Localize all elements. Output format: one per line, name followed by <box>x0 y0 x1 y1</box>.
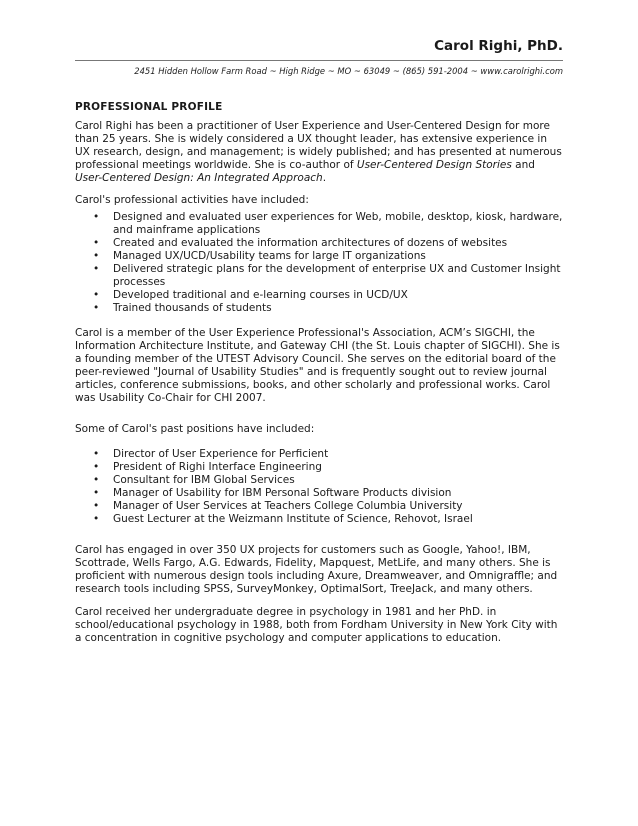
education-paragraph: Carol received her undergraduate degree in psychology in 1981 and her PhD. in school/educational psychology in 1988, both from Fordham University in New York City with a concentration in cognitive psychology and computer applications to education. <box>75 606 558 644</box>
membership-paragraph: Carol is a member of the User Experience Professional's Association, ACM’s SIGCHI, the Information Architecture Institute, and Gateway CHI (the St. Louis chapter of SIGCHI). She is a founding member of the UTEST Advisory Council. She serves on the editorial board of the peer-reviewed "Journal of Usability Studies" and is frequently sought out to review journal articles, conference submissions, books, and other scholarly and professional works. Carol was Usability Co-Chair for CHI 2007. <box>75 327 560 404</box>
positions-lead: Some of Carol's past positions have included: <box>75 423 315 435</box>
bullet: • <box>93 500 100 512</box>
list-item: • Delivered strategic plans for the development of enterprise UX and Customer Insight processes <box>93 263 561 288</box>
contact-line: 2451 Hidden Hollow Farm Road ~ High Ridge ~ MO ~ 63049 ~ (865) 591-2004 ~ www.carolrighi.com <box>134 66 563 76</box>
bullet: • <box>93 237 100 249</box>
bullet: • <box>93 302 100 314</box>
profile-section <box>75 101 563 654</box>
list-item: • Consultant for IBM Global Services <box>93 474 295 486</box>
bullet: • <box>93 289 100 301</box>
candidate-name: Carol Righi, PhD. <box>434 38 563 54</box>
list-item: • Trained thousands of students <box>93 302 272 314</box>
header-rule <box>75 60 563 61</box>
list-item: • Manager of User Services at Teachers College Columbia University <box>93 500 463 512</box>
intro-text: Carol Righi has been a practitioner of User Experience and User-Centered Design for more than 25 years. She is widely considered a UX thought leader, has extensive experience in UX research, design, and management; is widely published; and has presented at numerous professional meetings worldwide. She is co-author of <box>75 120 562 171</box>
projects-paragraph: Carol has engaged in over 350 UX projects for customers such as Google, Yahoo!, IBM, Scottrade, Wells Fargo, A.G. Edwards, Fidelity, Mapquest, MetLife, and many others. She is proficient with numerous design tools including Axure, Dreamweaver, and Omnigraffle; and research tools including SPSS, SurveyMonkey, OptimalSort, TreeJack, and many others. <box>75 544 558 595</box>
section-heading: PROFESSIONAL PROFILE <box>75 101 223 113</box>
list-item: • Manager of Usability for IBM Personal Software Products division <box>93 487 452 499</box>
list-item: • Designed and evaluated user experiences for Web, mobile, desktop, kiosk, hardware, and mainframe applications <box>93 211 563 236</box>
intro-paragraph <box>75 120 563 185</box>
intro-end: . <box>322 172 327 184</box>
bullet: • <box>93 250 100 262</box>
activities-list <box>75 211 563 315</box>
bullet: • <box>93 263 100 275</box>
list-item: • Guest Lecturer at the Weizmann Institute of Science, Rehovot, Israel <box>93 513 473 525</box>
intro-conjunction: and <box>511 159 535 171</box>
list-item: • Developed traditional and e-learning courses in UCD/UX <box>93 289 408 301</box>
book-title: User-Centered Design: An Integrated Approach <box>75 172 323 184</box>
list-item: • President of Righi Interface Engineering <box>93 461 322 473</box>
bullet: • <box>93 513 100 525</box>
positions-list <box>75 448 563 526</box>
bullet: • <box>93 461 100 473</box>
list-item: • Managed UX/UCD/Usability teams for large IT organizations <box>93 250 426 262</box>
bullet: • <box>93 211 100 223</box>
book-title: User-Centered Design Stories <box>356 159 512 171</box>
bullet: • <box>93 448 100 460</box>
list-item: • Created and evaluated the information architectures of dozens of websites <box>93 237 508 249</box>
list-item: • Director of User Experience for Perficient <box>93 448 329 460</box>
bullet: • <box>93 474 100 486</box>
bullet: • <box>93 487 100 499</box>
activities-lead: Carol's professional activities have included: <box>75 194 309 206</box>
